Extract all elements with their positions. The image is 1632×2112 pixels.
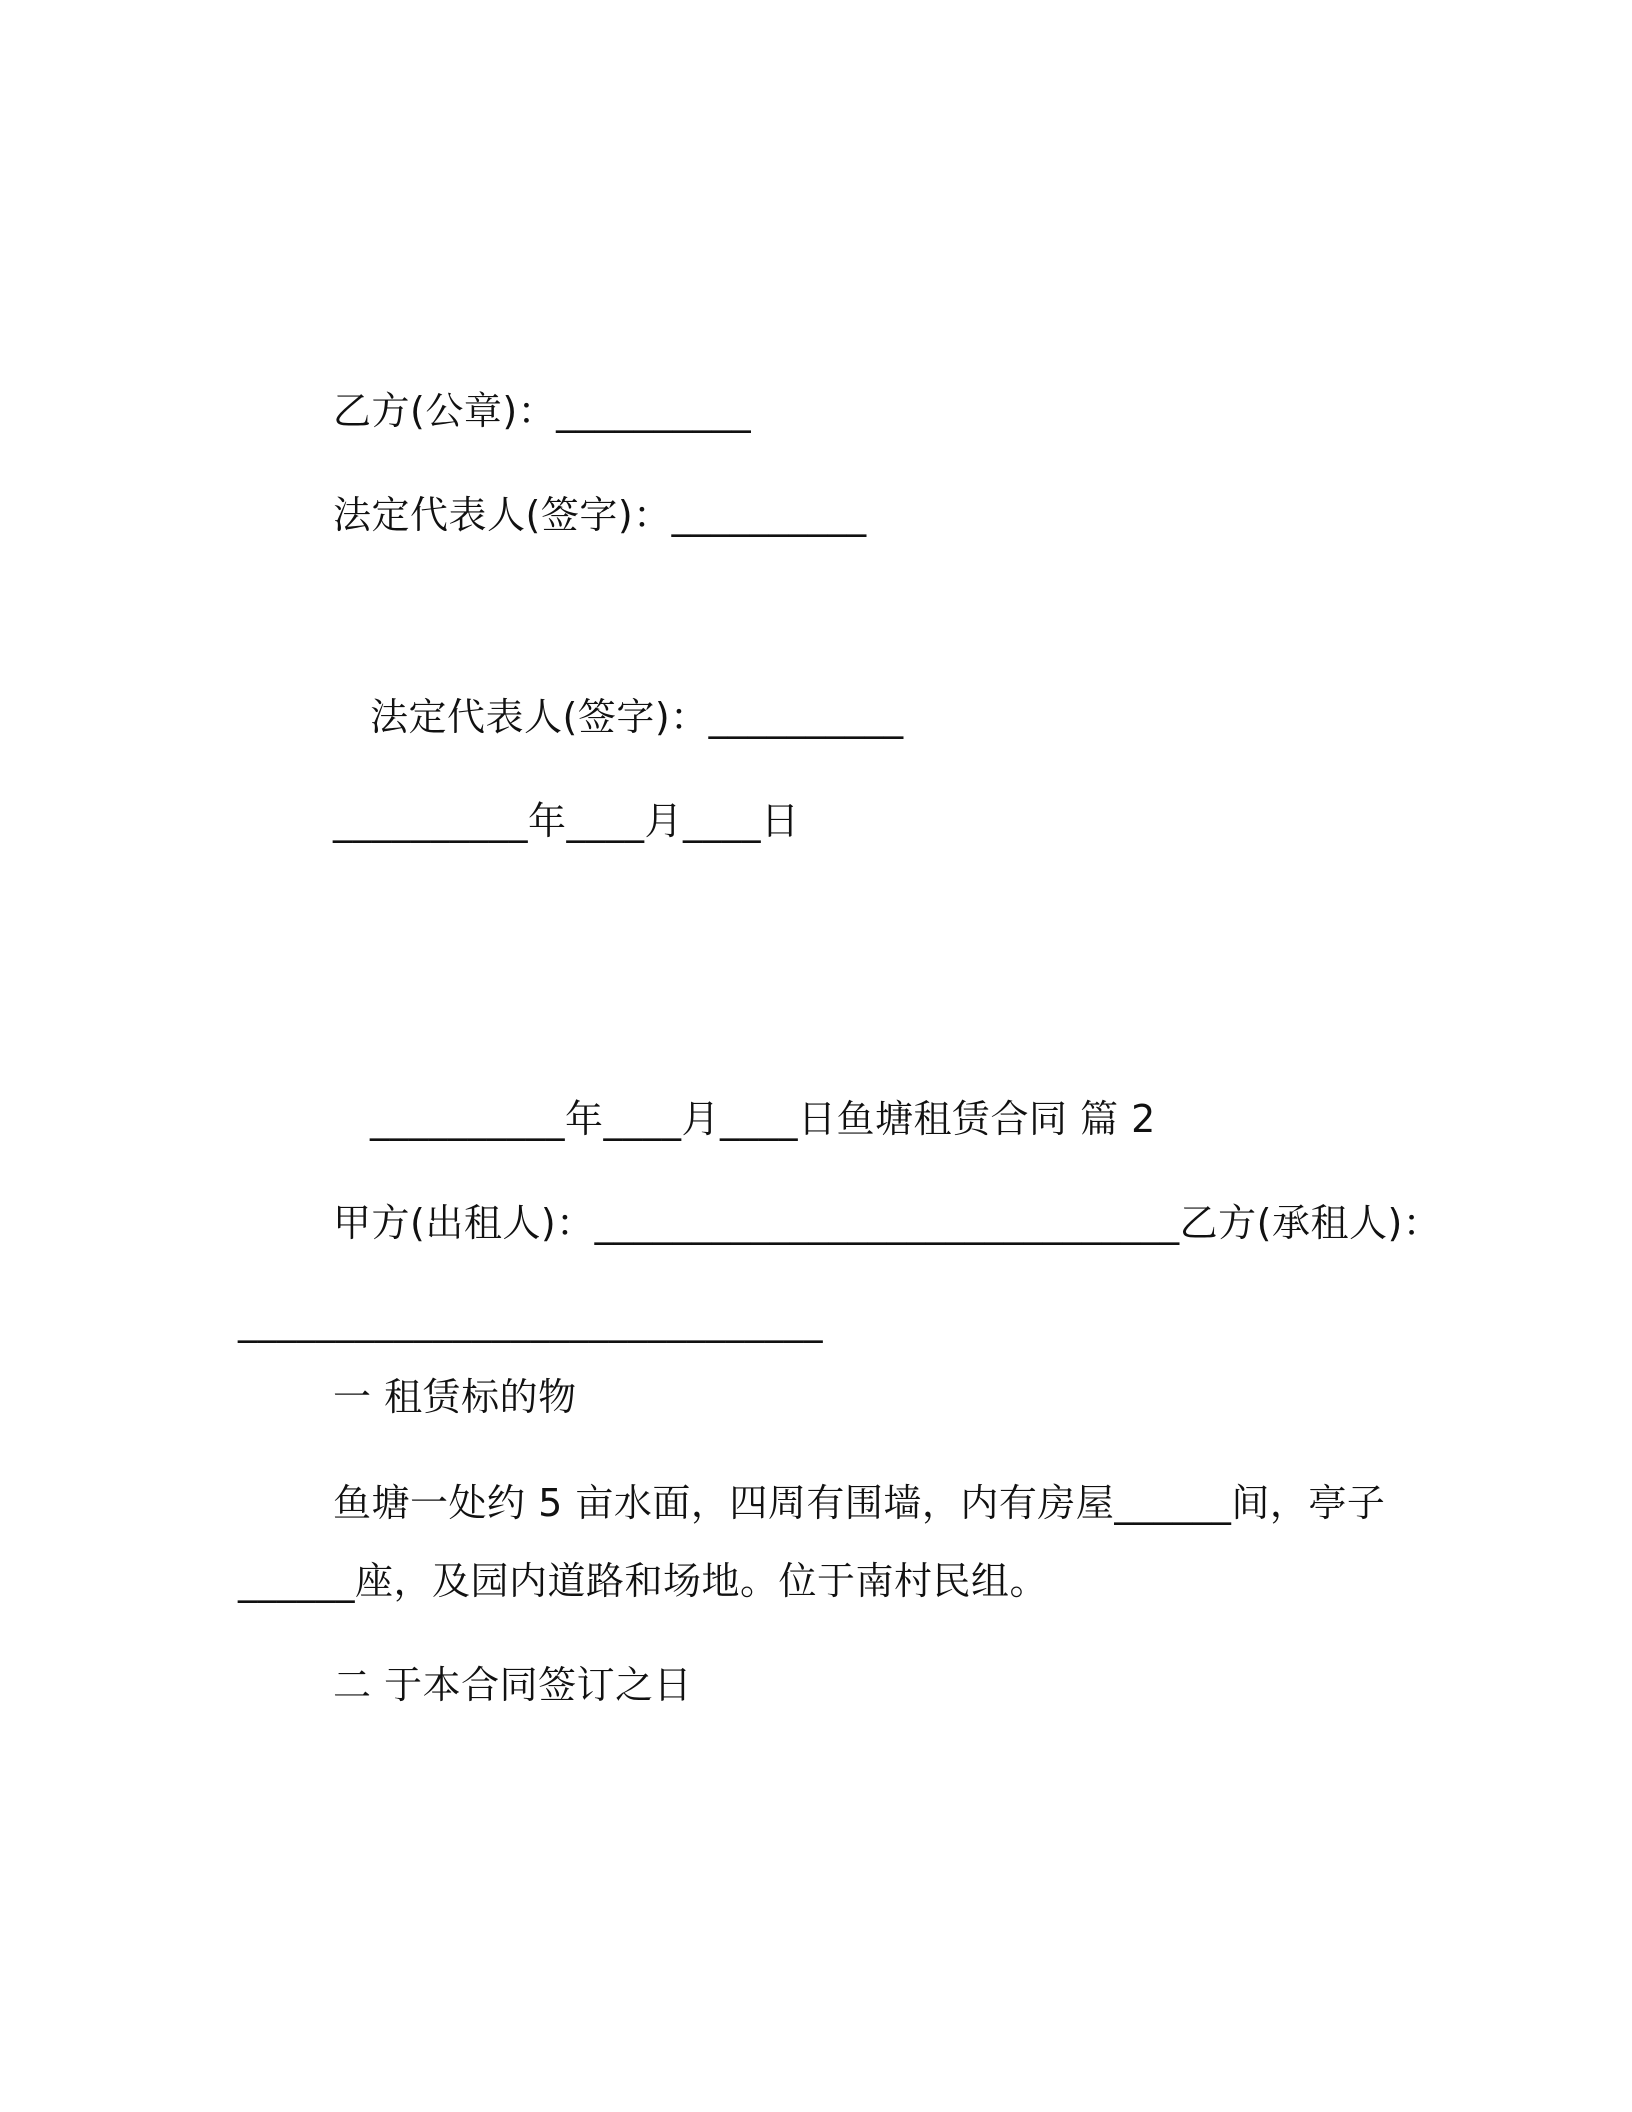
party-b-blank-line: ______________________________ bbox=[238, 1299, 823, 1343]
section-two-heading: 二 于本合同签订之日 bbox=[333, 1663, 693, 1707]
party-b-seal-line: 乙方(公章)：__________ bbox=[333, 389, 752, 433]
section-one-paragraph-line-2: ______座，及园内道路和场地。位于南村民组。 bbox=[238, 1559, 1049, 1603]
section-one-paragraph-line-1: 鱼塘一处约 5 亩水面，四周有围墙，内有房屋______间，亭子 bbox=[333, 1481, 1386, 1525]
contract-title-line: __________年____月____日鱼塘租赁合同 篇 2 bbox=[370, 1097, 1156, 1141]
date-line-1: __________年____月____日 bbox=[333, 799, 800, 843]
legal-representative-signature-line-1: 法定代表人(签字)：__________ bbox=[333, 493, 867, 537]
parties-line: 甲方(出租人)：______________________________乙方(承租人)： bbox=[333, 1201, 1442, 1245]
legal-representative-signature-line-2: 法定代表人(签字)：__________ bbox=[370, 695, 904, 739]
section-one-heading: 一 租赁标的物 bbox=[333, 1375, 577, 1419]
